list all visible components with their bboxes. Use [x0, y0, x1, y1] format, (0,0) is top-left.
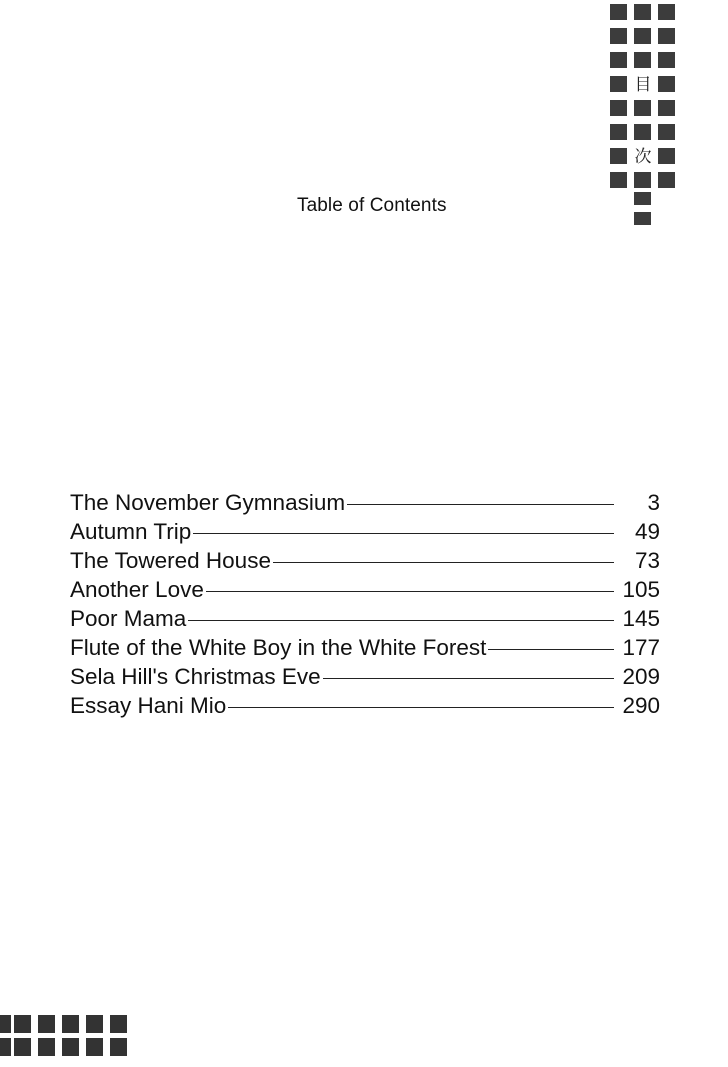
- decorative-square: [610, 4, 627, 20]
- toc-leader-line: [188, 620, 614, 621]
- toc-entry-title: The Towered House: [70, 548, 271, 573]
- kanji-character: 次: [634, 147, 652, 167]
- decorative-block-column: [610, 4, 676, 254]
- toc-entry-page: 145: [622, 606, 660, 631]
- decorative-square: [110, 1038, 127, 1056]
- decorative-square: [86, 1015, 103, 1033]
- toc-entry[interactable]: [70, 517, 660, 546]
- decorative-square: [86, 1038, 103, 1056]
- decorative-square: [658, 124, 675, 140]
- toc-leader-line: [193, 533, 614, 534]
- toc-leader-line: [488, 649, 614, 650]
- decorative-square: [62, 1038, 79, 1056]
- page-title: Table of Contents: [297, 195, 447, 216]
- decorative-square: [658, 148, 675, 164]
- toc-entry-title: Flute of the White Boy in the White Forest: [70, 635, 487, 660]
- decorative-square: [634, 212, 651, 225]
- decorative-square: [634, 124, 651, 140]
- decorative-square: [610, 76, 627, 92]
- decorative-square: [634, 52, 651, 68]
- toc-entry[interactable]: [70, 691, 660, 720]
- toc-entry-page: 49: [634, 519, 660, 544]
- toc-entry-page: 3: [647, 490, 660, 515]
- decorative-square: [610, 148, 627, 164]
- toc-entry[interactable]: [70, 575, 660, 604]
- toc-entry-page: 105: [622, 577, 660, 602]
- decorative-block-row: [0, 1015, 130, 1060]
- toc-entry-page: 290: [622, 693, 660, 718]
- toc-leader-line: [323, 678, 614, 679]
- toc-leader-line: [273, 562, 614, 563]
- decorative-square: [38, 1038, 55, 1056]
- decorative-square: [634, 192, 651, 205]
- decorative-square: [658, 172, 675, 188]
- kanji-character: 目: [634, 75, 652, 95]
- toc-entry[interactable]: [70, 488, 660, 517]
- toc-leader-line: [206, 591, 614, 592]
- decorative-square: [38, 1015, 55, 1033]
- decorative-square: [658, 4, 675, 20]
- toc-entry-page: 177: [622, 635, 660, 660]
- decorative-square: [14, 1015, 31, 1033]
- decorative-square: [634, 172, 651, 188]
- toc-entry[interactable]: [70, 633, 660, 662]
- toc-entry[interactable]: [70, 662, 660, 691]
- decorative-square: [658, 28, 675, 44]
- toc-entry-title: Another Love: [70, 577, 204, 602]
- toc-entry-title: Sela Hill's Christmas Eve: [70, 664, 321, 689]
- decorative-square: [634, 28, 651, 44]
- decorative-square: [0, 1038, 11, 1056]
- decorative-square: [658, 76, 675, 92]
- decorative-square: [610, 28, 627, 44]
- toc-entry-page: 73: [634, 548, 660, 573]
- decorative-square: [610, 52, 627, 68]
- toc-entry-title: Autumn Trip: [70, 519, 192, 544]
- toc-entry-title: The November Gymnasium: [70, 490, 346, 515]
- decorative-square: [62, 1015, 79, 1033]
- toc-entry-title: Essay Hani Mio: [70, 693, 227, 718]
- toc-leader-line: [347, 504, 614, 505]
- decorative-square: [110, 1015, 127, 1033]
- decorative-square: [634, 4, 651, 20]
- table-of-contents: [70, 488, 660, 720]
- toc-entry[interactable]: [70, 546, 660, 575]
- decorative-square: [658, 100, 675, 116]
- decorative-square: [14, 1038, 31, 1056]
- decorative-square: [610, 124, 627, 140]
- decorative-square: [0, 1015, 11, 1033]
- decorative-square: [610, 172, 627, 188]
- toc-leader-line: [228, 707, 614, 708]
- toc-entry-page: 209: [622, 664, 660, 689]
- decorative-square: [658, 52, 675, 68]
- toc-entry[interactable]: [70, 604, 660, 633]
- decorative-square: [610, 100, 627, 116]
- decorative-square: [634, 100, 651, 116]
- toc-entry-title: Poor Mama: [70, 606, 187, 631]
